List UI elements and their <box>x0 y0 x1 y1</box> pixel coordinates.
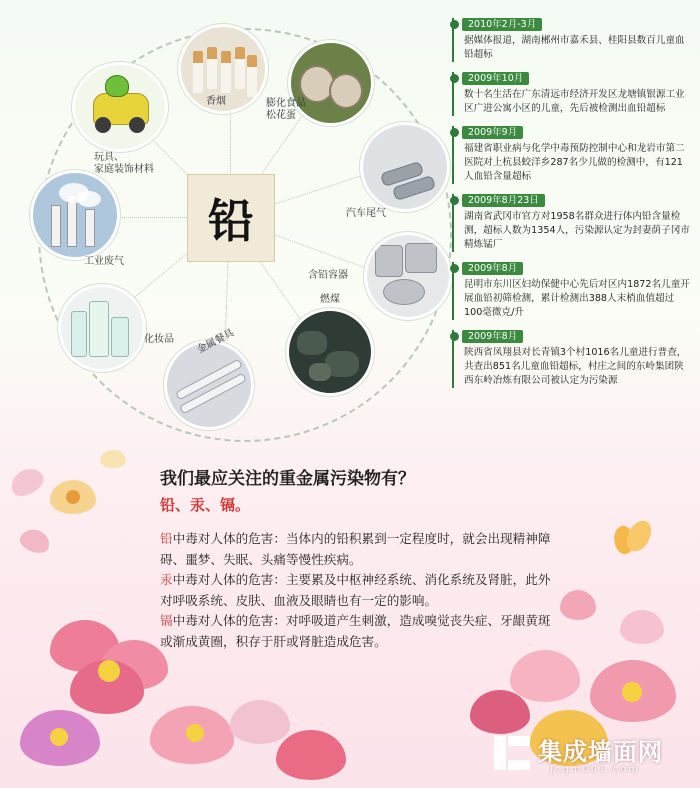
timeline-date: 2009年9月 <box>462 126 523 139</box>
harm-text: 中毒对人体的危害：对呼吸道产生刺激，造成嗅觉丧失症、牙龈黄斑或渐成黄圈，积存于肝或肾脏造成危害。 <box>160 613 551 649</box>
container-image <box>364 232 452 320</box>
label-container: 含铅容器 <box>308 270 348 281</box>
metals-list: 铅、汞、镉。 <box>160 496 251 514</box>
harm-cadmium <box>160 610 560 652</box>
watermark-name: 集成墙面网 <box>538 738 663 766</box>
harm-mercury <box>160 569 560 611</box>
timeline-date: 2009年8月 <box>462 262 523 275</box>
butterfly-decoration <box>614 520 654 560</box>
lead-incident-timeline <box>452 18 692 398</box>
timeline-item <box>452 72 692 116</box>
coal-image <box>286 308 374 396</box>
site-logo-icon <box>492 734 532 772</box>
timeline-date: 2009年10月 <box>462 72 529 85</box>
harm-text: 中毒对人体的危害：主要累及中枢神经系统、消化系统及肾脏，此外对呼吸系统、皮肤、血液及眼睛也有一定的影响。 <box>160 572 551 608</box>
label-exhaust: 汽车尾气 <box>346 208 386 219</box>
label-cigarette: 香烟 <box>206 96 226 107</box>
dot-icon <box>450 20 459 29</box>
timeline-item <box>452 262 692 320</box>
timeline-text: 湖南省武冈市官方对1958名群众进行体内铅含量检测，超标人数为1354人，污染源认定为封妻荫子冈市精炼锰厂 <box>464 211 690 250</box>
label-coal: 燃煤 <box>320 294 340 305</box>
harm-metal: 铅 <box>160 531 173 546</box>
dot-icon <box>450 74 459 83</box>
timeline-text: 昆明市东川区妇幼保健中心先后对区内1872名儿童开展血铅初筛检测，累计检测出388人末梢血值超过100毫微克/升 <box>464 279 690 318</box>
label-toys: 玩具、 家庭装饰材料 <box>94 152 154 175</box>
cosmetics-image <box>58 284 146 372</box>
timeline-item <box>452 18 692 62</box>
industrial-image <box>30 170 120 260</box>
dot-icon <box>450 264 459 273</box>
label-popcorn: 膨化食品 松花蛋 <box>266 98 306 121</box>
timeline-date: 2009年8月23日 <box>462 194 545 207</box>
timeline-text: 据媒体报道，湖南郴州市嘉禾县、桂阳县数百儿童血铅超标 <box>464 35 685 60</box>
exhaust-image <box>360 122 450 212</box>
timeline-date: 2009年8月 <box>462 330 523 343</box>
dot-icon <box>450 332 459 341</box>
timeline-text: 福建省职业病与化学中毒预防控制中心和龙岩市第二医院对上杭县蛟洋乡287名少儿做的检测中，有121人血铅含量超标 <box>464 143 685 182</box>
timeline-item <box>452 194 692 252</box>
harm-lead <box>160 528 560 570</box>
watermark <box>492 732 692 782</box>
timeline-item <box>452 126 692 184</box>
harm-text: 中毒对人体的危害：当体内的铅积累到一定程度时，就会出现精神障碍、噩梦、失眠、头痛等慢性疾病。 <box>160 531 551 567</box>
center-element: 铅 <box>208 194 254 248</box>
toy-car-image <box>72 62 168 152</box>
question-heading: 我们最应关注的重金属污染物有？ <box>160 469 415 489</box>
timeline-date: 2010年2月-3月 <box>462 18 542 31</box>
timeline-item <box>452 330 692 388</box>
harm-metal: 镉 <box>160 613 173 628</box>
label-industrial: 工业废气 <box>84 256 124 267</box>
label-cosmetics: 化妆品 <box>144 334 174 345</box>
center-element-box <box>187 174 275 262</box>
timeline-text: 陕西省凤翔县对长青镇3个村1016名儿童进行普查，共查出851名儿童血铅超标，村庄之间的东岭集团陕西东岭冶炼有限公司被认定为污染源 <box>464 347 687 386</box>
tableware-image <box>164 340 254 430</box>
watermark-url: jcqm001.com <box>550 764 640 775</box>
harm-metal: 汞 <box>160 572 173 587</box>
label-tableware: 金属餐具 <box>195 327 237 356</box>
dot-icon <box>450 196 459 205</box>
dot-icon <box>450 128 459 137</box>
timeline-text: 数十名生活在广东清远市经济开发区龙塘镇银源工业区广进公寓小区的儿童，先后被检测出血铅超标 <box>464 89 685 114</box>
